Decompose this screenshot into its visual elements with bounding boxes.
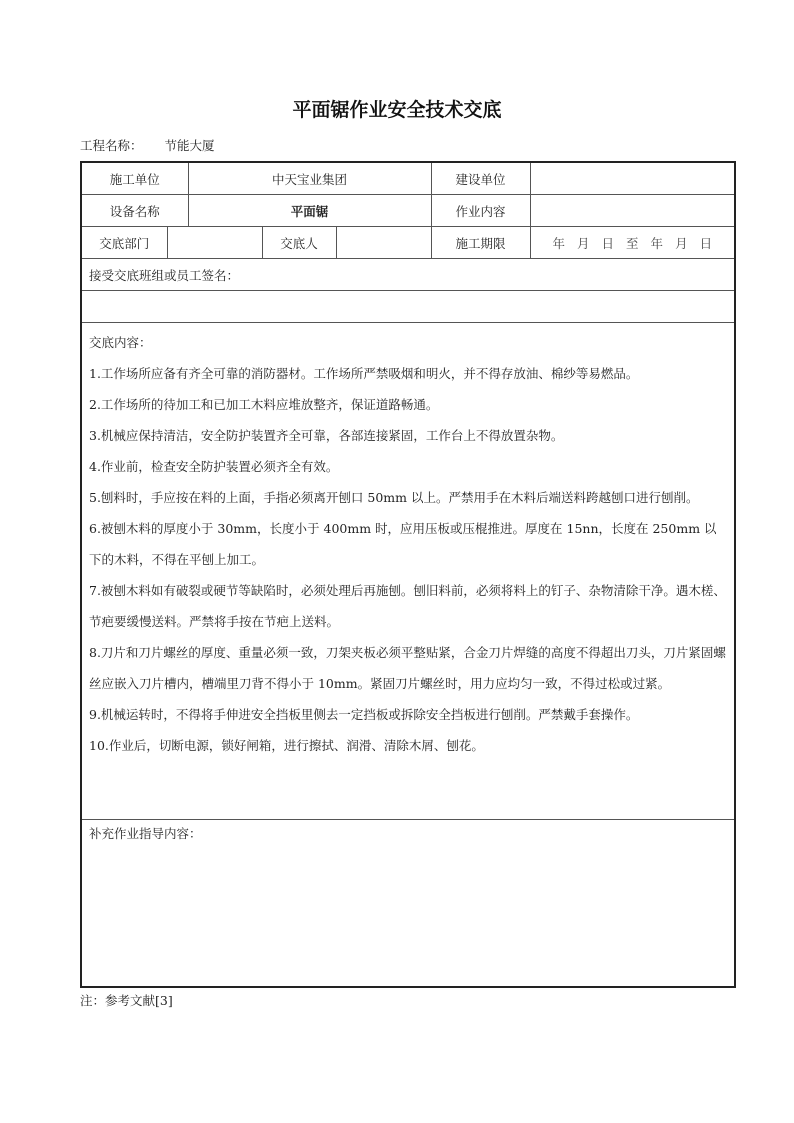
construction-unit-value: 中天宝业集团 — [188, 162, 431, 195]
project-name — [80, 136, 215, 154]
person-value[interactable] — [336, 227, 431, 259]
content-item: 9.机械运转时，不得将手伸进安全挡板里侧去一定挡板或拆除安全挡板进行刨削。严禁戴手套操作。 — [89, 707, 639, 722]
content-item: 4.作业前，检查安全防护装置必须齐全有效。 — [89, 459, 339, 474]
year-end: 年 — [650, 235, 664, 251]
content-item: 1.工作场所应备有齐全可靠的消防器材。工作场所严禁吸烟和明火，并不得存放油、棉纱等易燃品。 — [89, 366, 639, 381]
content-item: 7.被刨木料如有破裂或硬节等缺陷时，必须处理后再施刨。刨旧料前，必须将料上的钉子、杂物清除干净。遇木槎、节疤要缓慢送料。严禁将手按在节疤上送料。 — [89, 583, 726, 629]
reference-note: 注：参考文献[3] — [80, 993, 173, 1008]
equipment-label: 设备名称 — [81, 195, 188, 227]
to-separator: 至 — [626, 235, 639, 251]
year-start: 年 — [552, 235, 565, 251]
month-end: 月 — [675, 235, 688, 251]
signature-label: 接受交底班组或员工签名： — [81, 259, 735, 291]
period-value[interactable] — [530, 227, 735, 259]
project-label: 工程名称： — [80, 138, 143, 153]
work-content-value[interactable] — [530, 195, 735, 227]
day-start: 日 — [601, 235, 615, 251]
content-item: 5.刨料时，手应按在料的上面，手指必须离开刨口 50mm 以上。严禁用手在木料后端送料跨越刨口进行刨削。 — [89, 490, 699, 505]
month-start: 月 — [577, 235, 590, 251]
work-content-label: 作业内容 — [431, 195, 530, 227]
period-label: 施工期限 — [431, 227, 530, 259]
document-title: 平面锯作业安全技术交底 — [292, 99, 502, 121]
equipment-value: 平面锯 — [188, 195, 431, 227]
construction-unit-label: 施工单位 — [81, 162, 188, 195]
content-item: 3.机械应保持清洁，安全防护装置齐全可靠，各部连接紧固，工作台上不得放置杂物。 — [89, 428, 564, 443]
project-value: 节能大厦 — [164, 138, 215, 153]
dept-value[interactable] — [167, 227, 262, 259]
content-item: 6.被刨木料的厚度小于 30mm，长度小于 400mm 时，应用压板或压棍推进。厚度在 15nn，长度在 250mm 以下的木料，不得在平刨上加工。 — [89, 521, 717, 567]
content-item: 8.刀片和刀片螺丝的厚度、重量必须一致，刀架夹板必须平整贴紧，合金刀片焊缝的高度不得超出刀头，刀片紧固螺丝应嵌入刀片槽内，槽端里刀背不得小于 10mm。紧固刀片螺丝时，用力应均匀一致，不得过松或过紧。 — [89, 645, 726, 691]
day-end: 日 — [699, 235, 713, 251]
content-label: 交底内容： — [89, 335, 152, 350]
person-label: 交底人 — [262, 227, 336, 259]
content-item: 10.作业后，切断电源，锁好闸箱，进行擦拭、润滑、清除木屑、刨花。 — [89, 738, 484, 753]
signature-field[interactable] — [81, 291, 735, 323]
disclosure-table — [80, 161, 736, 988]
content-item: 2.工作场所的待加工和已加工木料应堆放整齐，保证道路畅通。 — [89, 397, 439, 412]
builder-unit-value[interactable] — [530, 162, 735, 195]
supplement-label: 补充作业指导内容： — [89, 826, 202, 841]
disclosure-content — [81, 323, 735, 820]
dept-label: 交底部门 — [81, 227, 167, 259]
builder-unit-label: 建设单位 — [431, 162, 530, 195]
supplement-section[interactable] — [81, 820, 735, 988]
